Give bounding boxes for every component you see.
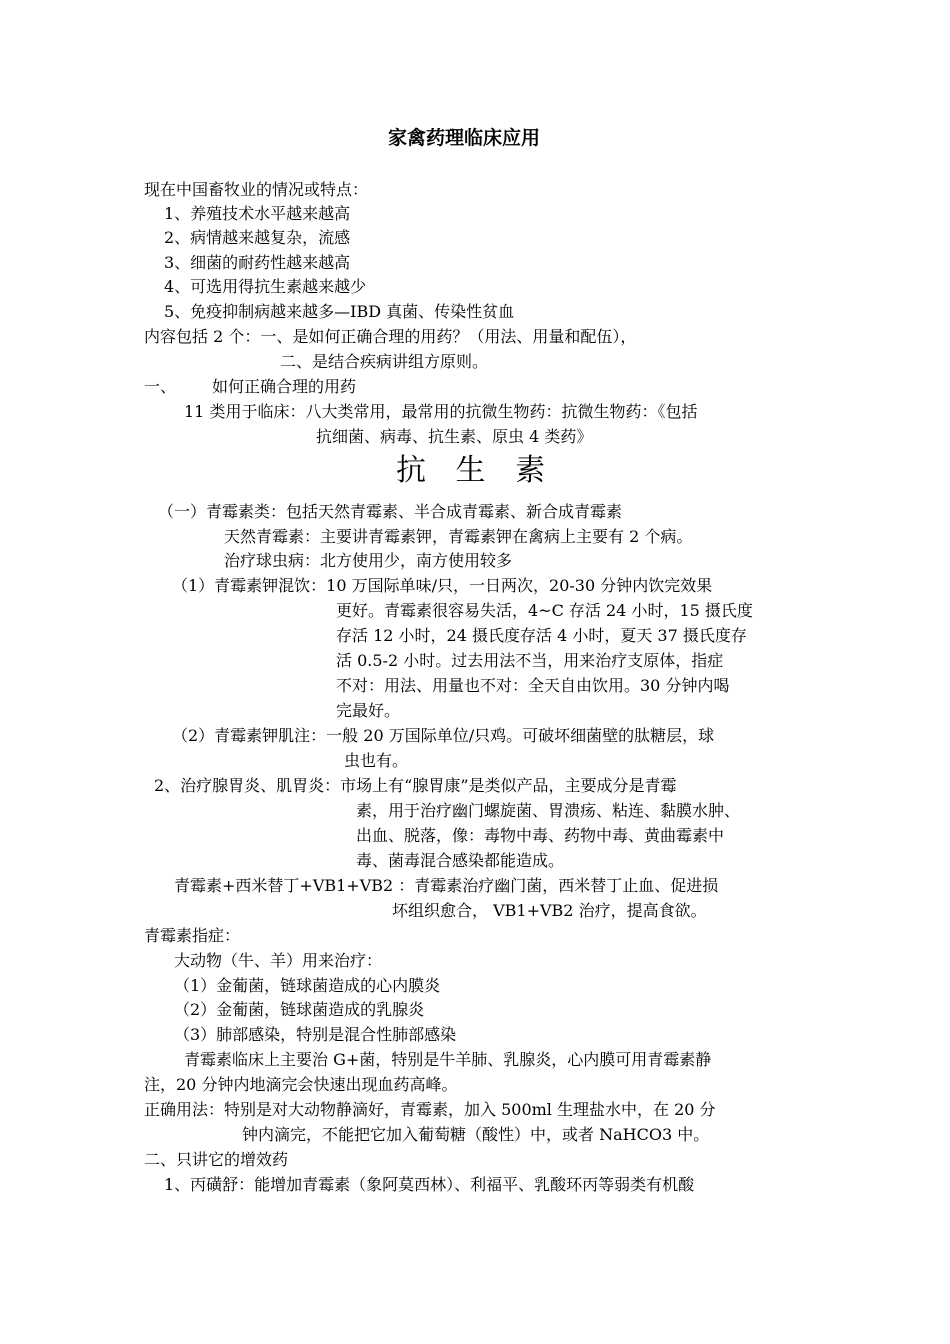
usage-line: 正确用法：特别是对大动物静滴好，青霉素，加入 500ml 生理盐水中，在 20 分 <box>144 1100 716 1119</box>
natural-penicillin-line: 天然青霉素：主要讲青霉素钾，青霉素钾在禽病上主要有 2 个病。 <box>224 527 693 546</box>
feature-item: 3、细菌的耐药性越来越高 <box>164 253 351 272</box>
mix-drink-line: 更好。青霉素很容易失活，4~C 存活 24 小时，15 摄氏度 <box>336 601 753 620</box>
clinical-line: 青霉素临床上主要治 G+菌，特别是牛羊肺、乳腺炎，心内膜可用青霉素静 <box>184 1050 712 1069</box>
mix-drink-line: 不对：用法、用量也不对：全天自由饮用。30 分钟内喝 <box>336 676 730 695</box>
indication-heading: 青霉素指症： <box>144 926 241 945</box>
content-line: 内容包括 2 个：一、是如何正确合理的用药？（用法、用量和配伍）， <box>144 327 637 346</box>
indication-item: （1）金葡菌，链球菌造成的心内膜炎 <box>174 976 441 995</box>
large-animals-line: 大动物（牛、羊）用来治疗： <box>174 951 383 970</box>
mix-drink-line: （1）青霉素钾混饮：10 万国际单味/只，一日两次，20-30 分钟内饮完效果 <box>172 576 713 595</box>
intramuscular-line: （2）青霉素钾肌注：一般 20 万国际单位/只鸡。可破坏细菌壁的肽糖层，球 <box>172 726 715 745</box>
section-number: 一、 <box>144 377 177 396</box>
probenecid-line: 1、丙磺舒：能增加青霉素（象阿莫西林）、利福平、乳酸环丙等弱类有机酸 <box>164 1175 695 1194</box>
intramuscular-line: 虫也有。 <box>344 751 409 770</box>
feature-item: 4、可选用得抗生素越来越少 <box>164 277 367 296</box>
content-line: 二、是结合疾病讲组方原则。 <box>280 352 489 371</box>
clinical-line: 注，20 分钟内地滴完会快速出现血药高峰。 <box>144 1075 458 1094</box>
combo-line: 青霉素+西米替丁+VB1+VB2 ：青霉素治疗幽门菌，西米替丁止血、促进损 <box>174 876 719 895</box>
document-title: 家禽药理临床应用 <box>388 127 541 149</box>
class-line: 11 类用于临床：八大类常用，最常用的抗微生物药：抗微生物药：《包括 <box>184 402 698 421</box>
usage-line: 钟内滴完，不能把它加入葡萄糖（酸性）中，或者 NaHCO3 中。 <box>242 1125 710 1144</box>
feature-item: 1、养殖技术水平越来越高 <box>164 204 351 223</box>
class-line: 抗细菌、病毒、抗生素、原虫 4 类药》 <box>316 427 593 446</box>
section-heading: 如何正确合理的用药 <box>212 377 357 396</box>
feature-item: 5、免疫抑制病越来越多—IBD 真菌、传染性贫血 <box>164 302 515 321</box>
intro-line: 现在中国畜牧业的情况或特点： <box>144 180 369 199</box>
mix-drink-line: 活 0.5-2 小时。过去用法不当，用来治疗支原体，指症 <box>336 651 724 670</box>
gastritis-line: 出血、脱落，像：毒物中毒、药物中毒、黄曲霉素中 <box>356 826 725 845</box>
section-heading: 二、只讲它的增效药 <box>144 1150 289 1169</box>
gastritis-line: 毒、菌毒混合感染都能造成。 <box>356 851 565 870</box>
feature-item: 2、病情越来越复杂，流感 <box>164 228 351 247</box>
combo-line: 坏组织愈合， VB1+VB2 治疗，提高食欲。 <box>392 901 707 920</box>
penicillin-class-line: （一）青霉素类：包括天然青霉素、半合成青霉素、新合成青霉素 <box>158 502 623 521</box>
indication-item: （2）金葡菌，链球菌造成的乳腺炎 <box>174 1000 425 1019</box>
coccidiosis-line: 治疗球虫病：北方使用少，南方使用较多 <box>224 551 513 570</box>
mix-drink-line: 存活 12 小时，24 摄氏度存活 4 小时，夏天 37 摄氏度存 <box>336 626 747 645</box>
antibiotics-heading: 抗 生 素 <box>396 453 556 488</box>
gastritis-line: 素，用于治疗幽门螺旋菌、胃溃疡、粘连、黏膜水肿、 <box>356 801 741 820</box>
mix-drink-line: 完最好。 <box>336 701 401 720</box>
gastritis-line: 2、治疗腺胃炎、肌胃炎：市场上有“腺胃康”是类似产品，主要成分是青霉 <box>154 776 677 795</box>
indication-item: （3）肺部感染，特别是混合性肺部感染 <box>174 1025 457 1044</box>
